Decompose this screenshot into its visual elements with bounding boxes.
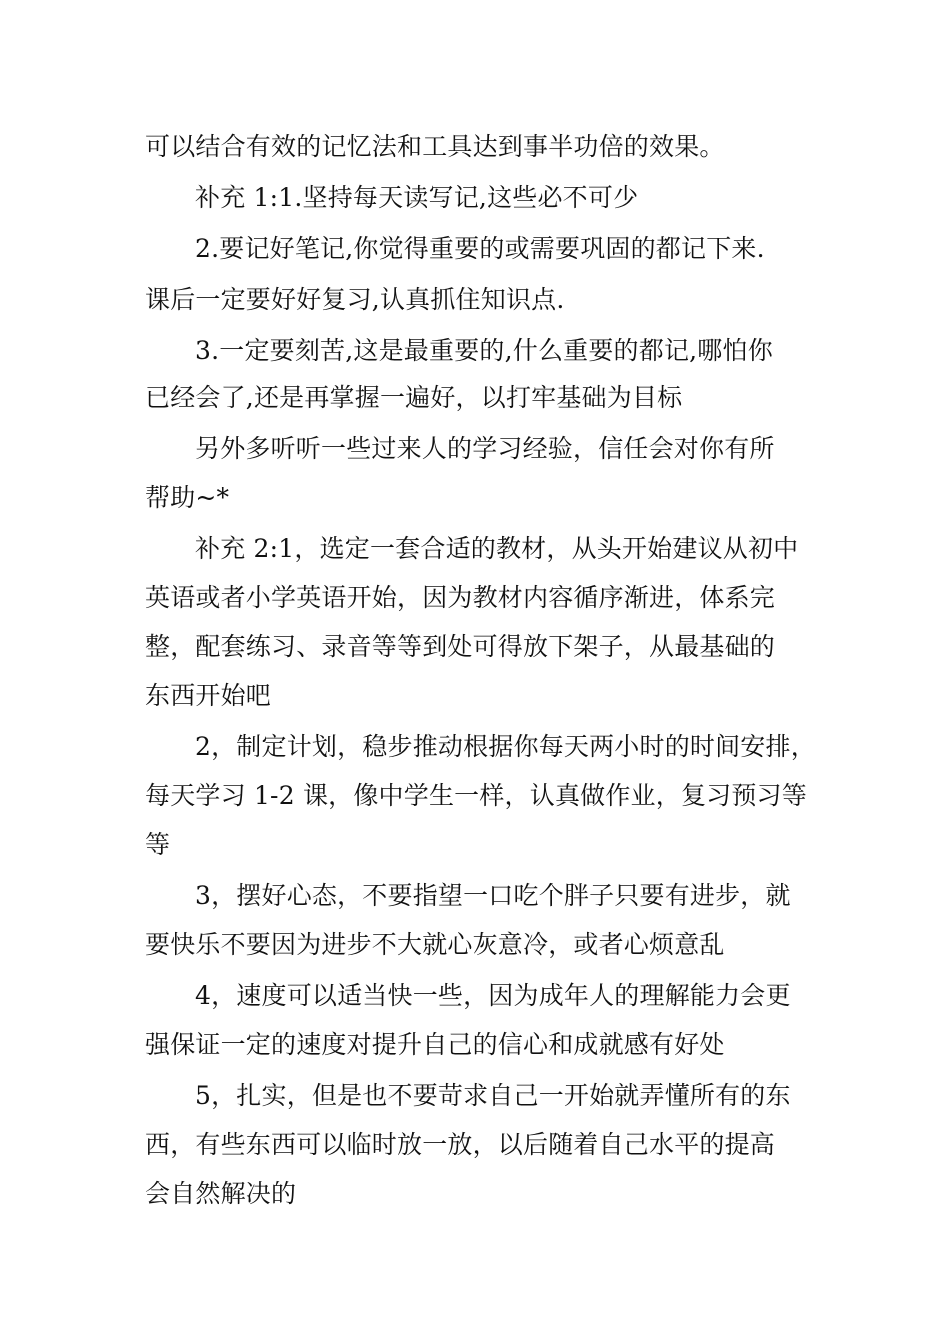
text-line: 要快乐不要因为进步不大就心灰意冷，或者心烦意乱: [145, 930, 725, 959]
text-line: 4，速度可以适当快一些，因为成年人的理解能力会更: [195, 981, 791, 1010]
text-line: 强保证一定的速度对提升自己的信心和成就感有好处: [145, 1030, 725, 1059]
text-line: 等: [145, 830, 171, 859]
text-line: 帮助~*: [145, 483, 230, 512]
text-line: 每天学习 1-2 课，像中学生一样，认真做作业，复习预习等: [145, 781, 807, 810]
text-line: 西，有些东西可以临时放一放，以后随着自己水平的提高: [145, 1130, 776, 1159]
text-line: 课后一定要好好复习,认真抓住知识点.: [145, 285, 565, 314]
text-line: 3.一定要刻苦,这是最重要的,什么重要的都记,哪怕你: [195, 336, 773, 365]
text-line: 2，制定计划，稳步推动根据你每天两小时的时间安排，: [195, 732, 816, 761]
text-line: 补充 2:1，选定一套合适的教材，从头开始建议从初中: [195, 534, 799, 563]
text-line: 东西开始吧: [145, 681, 272, 710]
text-line: 补充 1:1.坚持每天读写记,这些必不可少: [195, 183, 639, 212]
text-line: 5，扎实，但是也不要苛求自己一开始就弄懂所有的东: [195, 1081, 791, 1110]
text-line: 另外多听听一些过来人的学习经验，信任会对你有所: [195, 434, 775, 463]
text-line: 2.要记好笔记,你觉得重要的或需要巩固的都记下来.: [195, 234, 765, 263]
text-line: 英语或者小学英语开始，因为教材内容循序渐进，体系完: [145, 583, 776, 612]
text-line: 3，摆好心态，不要指望一口吃个胖子只要有进步，就: [195, 881, 791, 910]
text-line: 会自然解决的: [145, 1179, 297, 1208]
text-line: 可以结合有效的记忆法和工具达到事半功倍的效果。: [145, 132, 725, 161]
text-line: 整，配套练习、录音等等到处可得放下架子，从最基础的: [145, 632, 776, 661]
text-line: 已经会了,还是再掌握一遍好，以打牢基础为目标: [145, 383, 683, 412]
